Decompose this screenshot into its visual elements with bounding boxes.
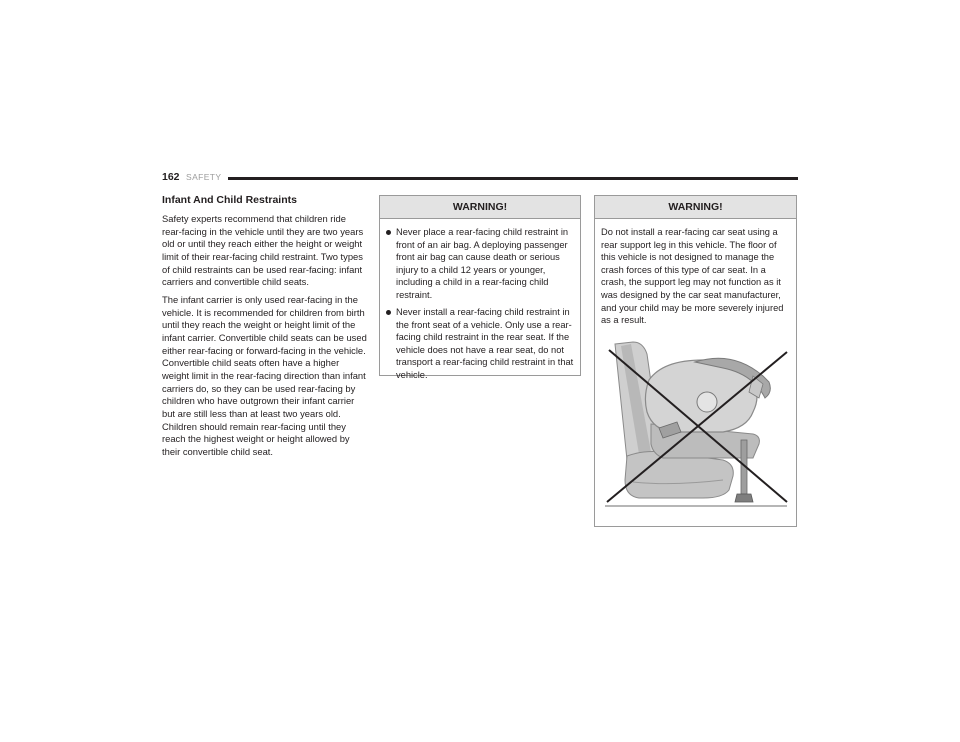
warning-header: WARNING! xyxy=(380,196,580,219)
paragraph-2: The infant carrier is only used rear-facing in the vehicle. It is recommended for children from birth until they reach the weight or height limit of the infant carrier. Convertible child seats can be used either rear-facing or forward-facing in the vehicle. Convertible child seats often have a higher weight limit in the rear-facing direction than infant carriers do, so they can be used rear-facing by children who have outgrown their infant carrier but are still less than at least two years old. Children should remain rear-facing until they reach the highest weight or height allowed by their convertible child seat. xyxy=(162,293,367,457)
warning-box-air-bag xyxy=(379,195,581,380)
infant-child-restraints-section xyxy=(162,194,367,463)
warning-box-support-leg xyxy=(594,195,797,527)
header-rule xyxy=(228,177,798,180)
warning-item xyxy=(386,306,574,381)
warning-text: Do not install a rear-facing car seat using a rear support leg in this vehicle. The floor of this vehicle is not designed to manage the crash forces of this type of car seat. In a crash, the support leg may not function as it was designed by the car seat manufacturer, and your child may be more severely injured as a result. xyxy=(601,227,784,326)
warning-list xyxy=(380,219,580,381)
page-header xyxy=(162,171,798,187)
warning-item-text: Never place a rear-facing child restraint in front of an air bag. A deploying passenger front air bag can cause death or serious injury to a child 12 years or younger, including a child in a rear-facing child restraint. xyxy=(396,227,569,300)
page-number: 162 xyxy=(162,171,180,183)
warning-item-text: Never install a rear-facing child restraint in the front seat of a vehicle. Only use a rear-facing child restraint in the rear seat. If the vehicle does not have a rear seat, do not transport a rear-facing child restraint in that vehicle. xyxy=(396,307,574,380)
bullet-icon xyxy=(386,230,391,235)
warning-header: WARNING! xyxy=(595,196,796,219)
section-title: Infant And Child Restraints xyxy=(162,194,297,206)
paragraph-1: Safety experts recommend that children ride rear-facing in the vehicle until they are two years old or until they reach either the height or weight limit of their rear-facing child restraint. Two types of child restraints can be used rear-facing: infant carriers and convertible child seats. xyxy=(162,213,364,288)
section-name: SAFETY xyxy=(186,172,222,182)
rear-facing-seat-support-leg-crossed-illustration xyxy=(603,340,789,510)
warning-item xyxy=(386,226,574,301)
bullet-icon xyxy=(386,310,391,315)
